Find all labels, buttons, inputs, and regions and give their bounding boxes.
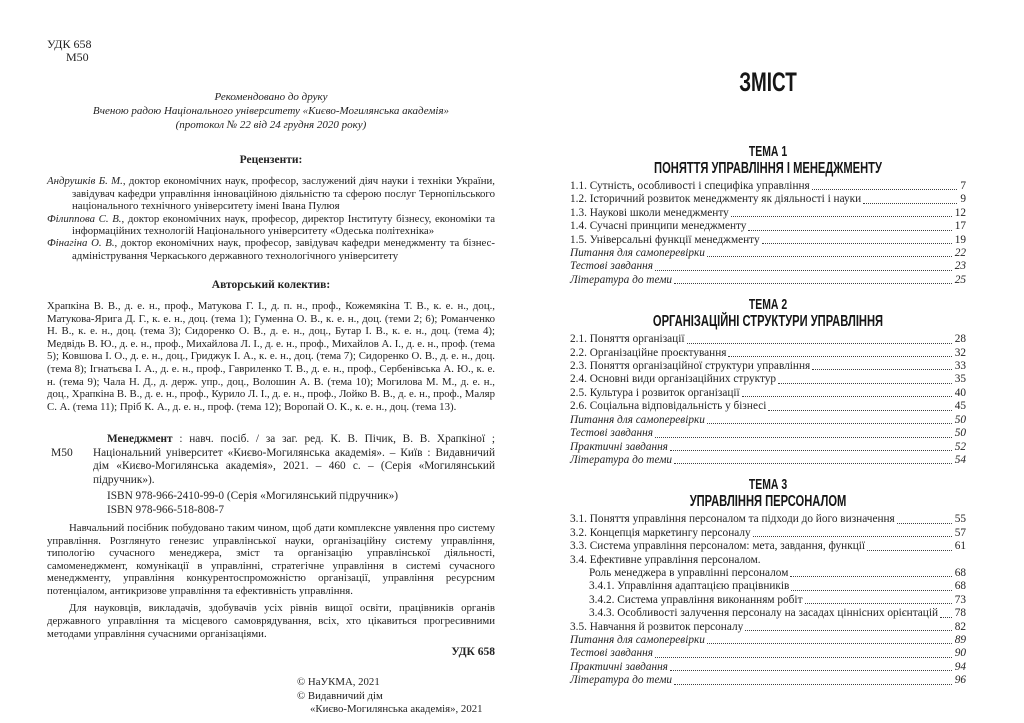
dotted-leader	[674, 283, 952, 284]
reviewer-entry	[47, 237, 495, 262]
toc-page-number: 33	[954, 360, 966, 373]
toc-entry-label: 3.1. Поняття управління персоналом та підходи до його визначення	[570, 513, 895, 526]
toc-page-number: 94	[954, 660, 966, 673]
toc-entry-label: 3.2. Концепція маркетингу персоналу	[570, 526, 751, 539]
toc-entry	[570, 567, 966, 580]
imprint-page	[47, 38, 495, 717]
recommendation-line: Вченою радою Національного університету «Києво-Могилянська академія»	[92, 104, 450, 117]
catalog-number-label: М50	[51, 447, 73, 460]
catalog-description	[93, 433, 495, 487]
toc-entry-label: Практичні завдання	[570, 440, 668, 453]
dotted-leader	[867, 550, 952, 551]
toc-page-number: 90	[954, 647, 966, 660]
dotted-leader	[674, 684, 952, 685]
catalog-text: : навч. посіб. / за заг. ред. К. В. Пічик, В. В. Храпкіної ; Національний університет «Києво-Могилянська академія». – Київ : Видавничий дім «Києво-Могилянська академія», 2021. – 460 с. – (Серія «Могилянський підручник»).	[93, 433, 495, 486]
toc-entry	[570, 607, 966, 620]
toc-entry-label: 1.1. Сутність, особливості і специфіка управління	[570, 180, 810, 192]
dotted-leader	[674, 463, 952, 464]
toc-entry-label: 1.5. Універсальні функції менеджменту	[570, 233, 760, 246]
toc-page-number: 40	[954, 386, 966, 399]
toc-entry	[570, 414, 966, 427]
toc-entry-label: 3.4.2. Система управління виконанням робіт	[589, 593, 803, 606]
toc-theme-label: ТЕМА 2	[748, 297, 788, 314]
toc-entry	[570, 373, 966, 386]
reviewers-heading: Рецензенти:	[239, 154, 303, 167]
toc-entry-label: 2.2. Організаційне проєктування	[570, 346, 727, 359]
toc-theme-label: ТЕМА 1	[748, 144, 788, 160]
reviewers-list	[47, 175, 495, 262]
toc-entry	[570, 621, 966, 634]
reviewer-description: , доктор економічних наук, професор, завідувач кафедри менеджменту та бізнес-адміністрування Черкаського державного технологічного університету	[72, 237, 496, 262]
toc-entry-label: 2.3. Поняття організаційної структури управління	[570, 360, 811, 373]
toc-entry	[570, 387, 966, 400]
toc-page-number: 9	[960, 193, 966, 206]
isbn-line-2: ISBN 978-966-518-808-7	[107, 503, 225, 516]
toc-page-number: 68	[954, 580, 966, 593]
toc-page-number: 12	[954, 206, 966, 219]
dotted-leader	[655, 657, 952, 658]
toc-page-number: 78	[954, 607, 966, 620]
reviewer-name: Фінагіна О. В.	[47, 237, 115, 250]
toc-page-number: 28	[954, 333, 966, 346]
toc-entry-label: Тестові завдання	[570, 647, 653, 660]
catalog-title: Менеджмент	[107, 433, 173, 446]
dotted-leader	[707, 423, 952, 424]
dotted-leader	[655, 270, 952, 271]
recommendation-block	[47, 91, 495, 132]
annotation-paragraph-2: Для науковців, викладачів, здобувачів усіх рівнів вищої освіти, працівників органів державного управління та місцевого самоврядування, всіх, хто цікавиться прогресивними методами управління сучасними організаціями.	[47, 602, 495, 640]
toc-entry	[570, 661, 966, 674]
toc-theme-label: ТЕМА 3	[748, 477, 788, 494]
toc-sections	[570, 144, 966, 688]
toc-entry	[570, 580, 966, 593]
copyright-line: © Видавничий дім	[297, 689, 383, 702]
toc-page-number: 23	[954, 260, 966, 273]
toc-section	[570, 477, 966, 687]
dotted-leader	[812, 369, 952, 370]
catalog-entry	[47, 433, 495, 487]
toc-page-number: 35	[954, 373, 966, 386]
toc-page-number: 57	[954, 526, 966, 539]
toc-entry	[570, 454, 966, 467]
toc-entry-label: 2.4. Основні види організаційних структур	[570, 373, 777, 386]
toc-entry	[570, 513, 966, 526]
toc-entry	[570, 220, 966, 233]
toc-entry-label: Питання для самоперевірки	[570, 413, 705, 426]
dotted-leader	[762, 243, 952, 244]
copyright-line: «Києво-Могилянська академія», 2021	[310, 703, 483, 716]
toc-entry-label: Література до теми	[570, 273, 673, 286]
toc-list	[570, 333, 966, 467]
toc-page-number: 55	[954, 513, 966, 526]
toc-page-number: 50	[954, 413, 966, 426]
reviewer-description: , доктор економічних наук, професор, директор Інституту бізнесу, економіки та інформаційних технологій Національного університету «Одеська політехніка»	[72, 212, 496, 238]
reviewer-entry	[47, 213, 495, 238]
copyright-block	[297, 676, 495, 717]
dotted-leader	[670, 670, 952, 671]
toc-page-number: 45	[954, 400, 966, 413]
dotted-leader	[687, 343, 952, 344]
toc-entry	[570, 400, 966, 413]
dotted-leader	[863, 203, 957, 204]
toc-entry	[570, 554, 966, 567]
toc-entry	[570, 647, 966, 660]
toc-page-number: 96	[954, 674, 966, 687]
dotted-leader	[670, 450, 952, 451]
toc-section	[570, 297, 966, 467]
toc-theme-title: УПРАВЛІННЯ ПЕРСОНАЛОМ	[689, 493, 847, 511]
toc-entry-label: 1.3. Наукові школи менеджменту	[570, 206, 729, 219]
toc-entry	[570, 634, 966, 647]
dotted-leader	[748, 230, 951, 231]
reviewer-name: Філиппова С. В.	[47, 212, 122, 225]
annotation-paragraph-1: Навчальний посібник побудовано таким чином, щоб дати комплексне уявлення про систему управління. Розглянуто генезис управлінської науки, організаційну систему управління, типологію сучасного менеджера, зміст та організацію управлінської діяльності, самоменеджмент, комунікації в управлінні, стратегічне управління в системі сучасного менеджменту, управління конкурентоспроможністю організації, управління ресурсним потенціалом, антикризове управління та ефективність управління.	[47, 522, 495, 597]
toc-entry-label: 2.6. Соціальна відповідальність у бізнесі	[570, 400, 767, 413]
toc-entry	[570, 427, 966, 440]
toc-entry	[570, 674, 966, 687]
toc-entry	[570, 247, 966, 260]
authors-heading: Авторський колектив:	[211, 279, 331, 292]
toc-list	[570, 513, 966, 687]
toc-page-number: 19	[954, 233, 966, 246]
toc-title: ЗМІСТ	[739, 67, 797, 97]
dotted-leader	[742, 396, 952, 397]
toc-entry	[570, 274, 966, 287]
dotted-leader	[791, 590, 951, 591]
toc-entry-label: Література до теми	[570, 674, 673, 687]
toc-entry-label: 1.4. Сучасні принципи менеджменту	[570, 220, 747, 233]
dotted-leader	[768, 410, 951, 411]
udk-code: УДК 658	[47, 37, 92, 51]
toc-entry-label: Практичні завдання	[570, 660, 668, 673]
toc-entry	[570, 360, 966, 373]
reviewer-name: Андрушків Б. М.	[47, 175, 123, 188]
toc-entry-label: 3.4.3. Особливості залучення персоналу на засадах ціннісних орієнтацій	[589, 607, 939, 620]
toc-entry-label: Література до теми	[570, 453, 673, 466]
toc-page-number: 25	[954, 273, 966, 286]
toc-entry-label: Тестові завдання	[570, 260, 653, 273]
toc-theme-title: ОРГАНІЗАЦІЙНІ СТРУКТУРИ УПРАВЛІННЯ	[652, 313, 884, 331]
isbn-line-1: ISBN 978-966-2410-99-0 (Серія «Могилянський підручник»)	[107, 489, 399, 502]
dotted-leader	[940, 617, 952, 618]
dotted-leader	[745, 630, 951, 631]
toc-entry	[570, 441, 966, 454]
toc-entry	[570, 333, 966, 346]
toc-entry-label: Питання для самоперевірки	[570, 633, 705, 646]
toc-theme-title: ПОНЯТТЯ УПРАВЛІННЯ І МЕНЕДЖМЕНТУ	[654, 160, 882, 177]
toc-list	[570, 180, 966, 287]
toc-entry	[570, 260, 966, 273]
toc-entry	[570, 527, 966, 540]
toc-entry-label: 3.5. Навчання й розвиток персоналу	[570, 620, 744, 633]
toc-page-number: 52	[954, 440, 966, 453]
toc-entry-label: Питання для самоперевірки	[570, 247, 705, 260]
dotted-leader	[897, 523, 952, 524]
toc-entry	[570, 207, 966, 220]
toc-page-number: 22	[954, 247, 966, 260]
toc-entry-label: 2.5. Культура і розвиток організації	[570, 386, 740, 399]
dotted-leader	[790, 576, 951, 577]
toc-page	[570, 68, 966, 688]
dotted-leader	[707, 643, 952, 644]
dotted-leader	[728, 356, 951, 357]
dotted-leader	[731, 216, 952, 217]
recommendation-line: Рекомендовано до друку	[214, 91, 328, 103]
toc-entry	[570, 540, 966, 553]
reviewer-entry	[47, 175, 495, 212]
toc-entry-label: Роль менеджера в управлінні персоналом	[589, 566, 789, 579]
toc-page-number: 89	[954, 633, 966, 646]
dotted-leader	[805, 603, 952, 604]
toc-entry	[570, 347, 966, 360]
dotted-leader	[753, 536, 952, 537]
toc-entry-label: 3.3. Система управління персоналом: мета, завдання, функції	[570, 540, 866, 553]
copyright-line: © НаУКМА, 2021	[297, 676, 380, 689]
dotted-leader	[655, 437, 952, 438]
toc-entry-label: 3.4.1. Управління адаптацією працівників	[589, 580, 790, 593]
toc-page-number: 32	[954, 346, 966, 359]
authors-text: Храпкіна В. В., д. е. н., проф., Матукова Г. І., д. п. н., проф., Кожемякіна Т. В., к. е. н., доц., Матукова-Ярига Д. Г., к. е. н., доц. (тема 1); Гуменна О. В., к. е. н., доц. (теми 2; 6); Романченко Н. В., к. е. н., доц. (тема 3); Сидоренко О. В., д. е. н., доц., Бутар І. В., к. е. н., доц. (тема 4); Медвідь В. Ю., д. е. н., проф., Михайлова Л. І., д. е. н., проф., Михайлов А. І., д. е. н., проф. (тема 5); Ковшова І. О., д. е. н., доц., Гриджук І. А., к. е. н., доц. (тема 7); Сидоренко О. В., д. е. н., доц. (тема 8); Ігнатьєва І. А., д. е. н., проф., Гавриленко Т. В., д. е. н., проф., Сербенівська А. Ю., к. е. н. (тема 9); Чала Н. Д., д. держ. упр., доц., Волошин А. В. (тема 10); Могилова М. М., д. е. н., доц., Храпкіна В. В., д. е. н., проф., Курило Л. І., д. е. н., проф., Лойко В. В., д. е. н., проф., Маляр С. А. (тема 11); Пріб К. А., д. е. н., проф. (тема 12); Воропай О. К., к. е. н., доц. (тема 13).	[47, 300, 495, 413]
catalog-number-top: М50	[66, 50, 89, 64]
toc-entry	[570, 594, 966, 607]
toc-page-number: 50	[954, 427, 966, 440]
toc-entry-label: 1.2. Історичний розвиток менеджменту як діяльності і науки	[570, 193, 862, 206]
toc-entry-label: 2.1. Поняття організації	[570, 333, 685, 346]
toc-page-number: 73	[954, 593, 966, 606]
toc-page-number: 82	[954, 620, 966, 633]
toc-section	[570, 144, 966, 287]
dotted-leader	[778, 383, 952, 384]
udk-block	[47, 38, 495, 64]
toc-page-number: 68	[954, 566, 966, 579]
recommendation-line: (протокол № 22 від 24 грудня 2020 року)	[175, 118, 367, 131]
udk-bottom: УДК 658	[451, 646, 495, 659]
toc-entry-label: 3.4. Ефективне управління персоналом.	[570, 553, 761, 566]
toc-page-number: 17	[954, 220, 966, 233]
reviewer-description: , доктор економічних наук, професор, заслужений діяч науки і техніки України, завідувач кафедри управління інноваційною діяльністю та сферою послуг Тернопільського національного технічного університету імені Івана Пулюя	[72, 175, 495, 213]
toc-page-number: 54	[954, 453, 966, 466]
toc-page-number: 7	[960, 180, 966, 192]
toc-entry-label: Тестові завдання	[570, 427, 653, 440]
toc-entry	[570, 193, 966, 206]
dotted-leader	[812, 189, 958, 190]
toc-entry	[570, 234, 966, 247]
dotted-leader	[707, 256, 952, 257]
toc-entry	[570, 180, 966, 193]
toc-page-number: 61	[954, 540, 966, 553]
